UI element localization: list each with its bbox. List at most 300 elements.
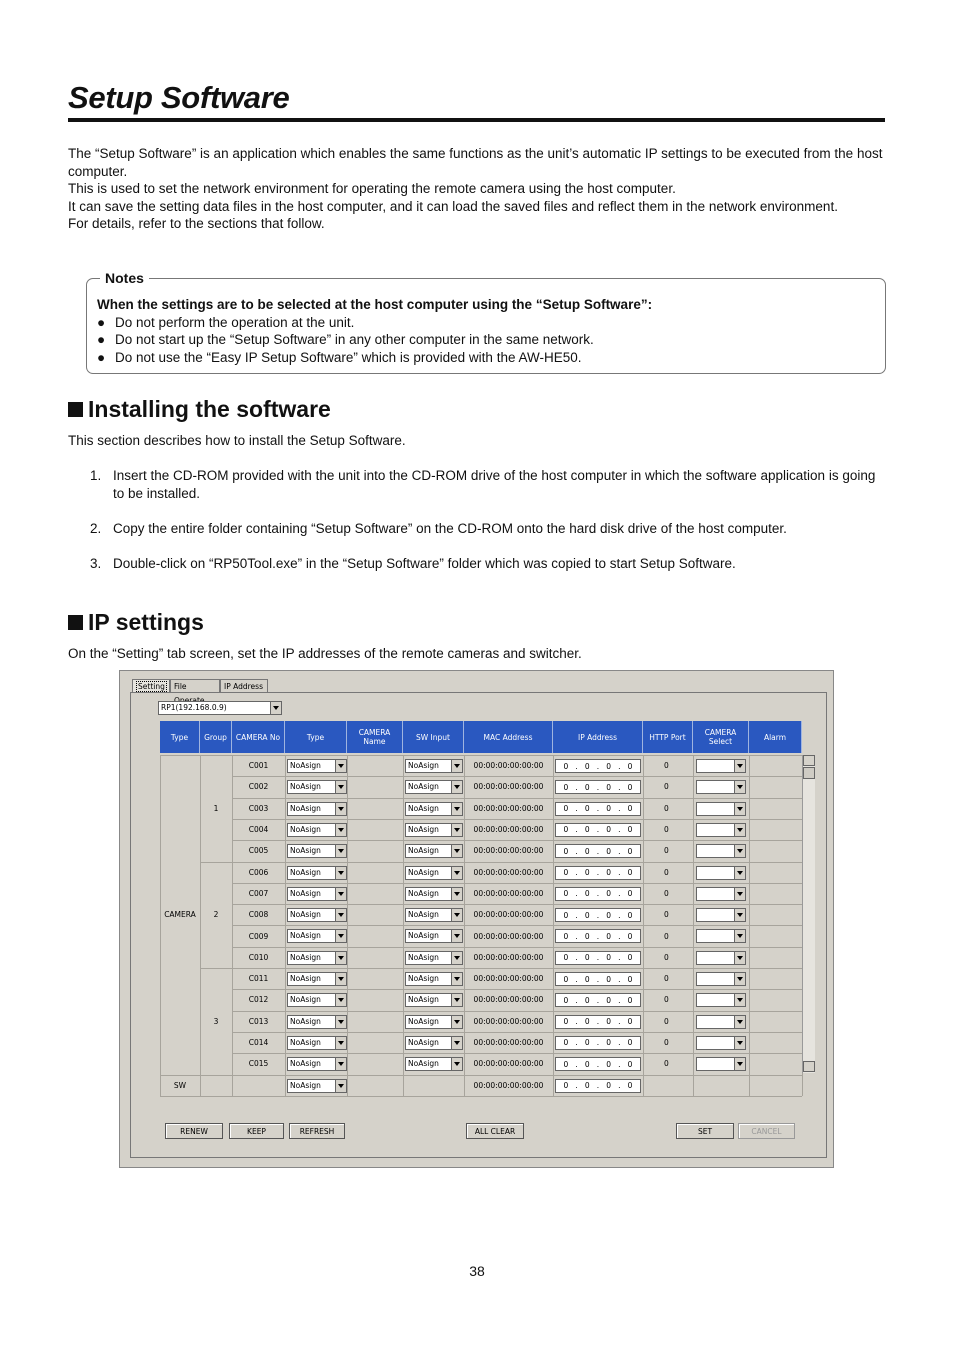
ip-address-input[interactable] (555, 951, 641, 965)
camera-type-select[interactable] (287, 866, 347, 880)
http-port: 0 (664, 931, 669, 941)
ip-octet: 0 (627, 953, 633, 963)
install-description: This section describes how to install the Setup Software. (68, 433, 406, 448)
camera-select[interactable] (696, 1036, 746, 1050)
ip-octet: 0 (563, 1059, 569, 1069)
ip-dot: . (618, 1038, 621, 1048)
camera-type-select[interactable] (287, 1036, 347, 1050)
tab-ip-address[interactable]: IP Address (220, 679, 268, 693)
chevron-down-icon (451, 867, 462, 879)
ip-dot: . (575, 782, 578, 792)
column-header: CAMERA No (232, 721, 285, 753)
ip-octet: 0 (563, 825, 569, 835)
http-port: 0 (664, 825, 669, 835)
ip-octet: 0 (627, 995, 633, 1005)
rp-select[interactable]: RP1(192.168.0.9) (158, 701, 282, 715)
ip-octet: 0 (584, 1081, 590, 1090)
chevron-down-icon (451, 760, 462, 772)
chevron-down-icon (335, 824, 346, 836)
ip-address-input[interactable] (555, 1036, 641, 1050)
ip-dot: . (575, 931, 578, 941)
ip-octet: 0 (584, 953, 590, 963)
ip-address-input[interactable] (555, 780, 641, 794)
bullet-icon: ● (97, 315, 106, 330)
set-button[interactable]: SET (676, 1123, 734, 1139)
camera-type-select[interactable] (287, 929, 347, 943)
ip-octet: 0 (627, 889, 633, 899)
ip-dot: . (618, 1017, 621, 1027)
ip-octet: 0 (584, 910, 590, 920)
camera-select[interactable] (696, 887, 746, 901)
ip-address-input[interactable] (555, 1057, 641, 1071)
ip-octet: 0 (627, 1081, 633, 1090)
camera-type-select[interactable] (287, 972, 347, 986)
ip-octet: 0 (606, 804, 612, 814)
group-label: 3 (213, 1016, 219, 1026)
tab-file-operate[interactable]: File (170, 679, 220, 693)
chevron-down-icon (335, 781, 346, 793)
mac-address: 00:00:00:00:00:00 (473, 974, 544, 984)
ip-octet: 0 (606, 931, 612, 941)
camera-select[interactable] (696, 780, 746, 794)
section-heading-ip: IP settings (68, 609, 204, 636)
chevron-down-icon (451, 824, 462, 836)
chevron-down-icon (451, 1058, 462, 1070)
chevron-down-icon (734, 952, 745, 964)
ip-octet: 0 (606, 761, 612, 771)
chevron-down-icon (734, 824, 745, 836)
ip-dot: . (618, 868, 621, 877)
chevron-down-icon (451, 803, 462, 815)
ip-dot: . (575, 1059, 578, 1069)
camera-select[interactable] (696, 1057, 746, 1071)
ip-octet: 0 (584, 825, 590, 835)
ip-octet: 0 (627, 974, 633, 984)
http-port: 0 (664, 910, 669, 920)
refresh-button[interactable]: REFRESH (289, 1123, 345, 1139)
chevron-down-icon (451, 930, 462, 942)
ip-octet: 0 (584, 846, 590, 856)
grid-line (160, 1096, 802, 1097)
ip-octet: 0 (563, 953, 569, 963)
title-rule (68, 118, 885, 122)
page-number: 38 (469, 1263, 485, 1279)
chevron-down-icon (451, 1016, 462, 1028)
ip-dot: . (618, 782, 621, 792)
camera-type-select-value: NoAsign (290, 824, 321, 834)
column-header: MAC Address (464, 721, 553, 753)
ip-address-input[interactable] (555, 908, 641, 922)
sw-input-select[interactable] (405, 972, 463, 986)
ip-octet: 0 (627, 1038, 633, 1048)
chevron-down-icon (335, 803, 346, 815)
ip-dot: . (575, 761, 578, 771)
mac-address: 00:00:00:00:00:00 (473, 761, 544, 771)
chevron-down-icon (335, 888, 346, 900)
column-header: IP Address (553, 721, 643, 753)
mac-address: 00:00:00:00:00:00 (473, 995, 544, 1005)
mac-address: 00:00:00:00:00:00 (473, 846, 544, 856)
sw-input-select-value: NoAsign (408, 910, 439, 920)
ip-octet: 0 (627, 782, 633, 792)
ip-dot: . (575, 889, 578, 899)
chevron-down-icon (335, 1058, 346, 1070)
camera-no: C007 (248, 888, 269, 898)
chevron-down-icon (451, 909, 462, 921)
camera-type-select[interactable] (287, 802, 347, 816)
camera-type-select-value: NoAsign (290, 995, 321, 1005)
chevron-down-icon (335, 930, 346, 942)
chevron-down-icon (734, 909, 745, 921)
sw-input-select[interactable] (405, 1036, 463, 1050)
sw-input-select-value: NoAsign (408, 888, 439, 898)
ip-dot: . (618, 1059, 621, 1069)
ip-dot: . (575, 804, 578, 814)
sw-input-select[interactable] (405, 866, 463, 880)
ip-octet: 0 (584, 995, 590, 1005)
ip-address-input[interactable] (555, 844, 641, 858)
ip-octet: 0 (627, 761, 633, 771)
square-bullet-icon (68, 402, 83, 417)
ip-dot: . (575, 1038, 578, 1048)
sw-type-select[interactable] (287, 1079, 347, 1093)
ip-dot: . (596, 761, 600, 771)
chevron-down-icon (734, 803, 745, 815)
sw-input-select-value: NoAsign (408, 803, 439, 813)
camera-type-select-value: NoAsign (290, 846, 321, 856)
ip-dot: . (618, 846, 621, 856)
ip-octet: 0 (563, 974, 569, 984)
note-item: ● Do not start up the “Setup Software” in any other computer in the same network. (97, 332, 594, 347)
install-step: 2. Copy the entire folder containing “Setup Software” on the CD-ROM onto the hard disk drive of the host computer. (90, 521, 787, 536)
http-port: 0 (664, 803, 669, 813)
chevron-down-icon (335, 1080, 346, 1092)
sw-input-select[interactable] (405, 844, 463, 858)
camera-type-select[interactable] (287, 844, 347, 858)
sw-input-select[interactable] (405, 1015, 463, 1029)
camera-type-select-value: NoAsign (290, 782, 321, 792)
mac-address: 00:00:00:00:00:00 (473, 888, 544, 898)
sw-input-select[interactable] (405, 759, 463, 773)
ip-dot: . (618, 995, 621, 1005)
http-port: 0 (664, 867, 669, 877)
chevron-down-icon (335, 760, 346, 772)
sw-input-select-value: NoAsign (408, 931, 439, 941)
ip-dot: . (596, 889, 600, 899)
camera-type-select-value: NoAsign (290, 1059, 321, 1069)
ip-octet: 0 (606, 1059, 612, 1069)
mac-address: 00:00:00:00:00:00 (473, 782, 544, 792)
intro-line: It can save the setting data files in the host computer, and it can load the saved files and reflect them in the network environment. (68, 198, 838, 214)
ip-dot: . (575, 846, 578, 856)
intro-line: This is used to set the network environment for operating the remote camera using the host computer. (68, 181, 676, 197)
camera-select[interactable] (696, 759, 746, 773)
ip-address-input[interactable] (555, 887, 641, 901)
ip-octet: 0 (584, 782, 590, 792)
http-port: 0 (664, 1038, 669, 1048)
http-port: 0 (664, 995, 669, 1005)
camera-select[interactable] (696, 993, 746, 1007)
http-port: 0 (664, 782, 669, 792)
http-port: 0 (664, 761, 669, 771)
chevron-down-icon (335, 994, 346, 1006)
ip-dot: . (575, 910, 578, 920)
chevron-down-icon (335, 952, 346, 964)
ip-address-input[interactable] (555, 823, 641, 837)
sw-input-select[interactable] (405, 780, 463, 794)
camera-select[interactable] (696, 866, 746, 880)
sw-input-select[interactable] (405, 887, 463, 901)
ip-dot: . (618, 974, 621, 984)
ip-octet: 0 (606, 910, 612, 920)
ip-octet: 0 (584, 974, 590, 984)
ip-octet: 0 (627, 931, 633, 941)
camera-select[interactable] (696, 823, 746, 837)
keep-button[interactable]: KEEP (229, 1123, 284, 1139)
camera-no: C002 (248, 782, 269, 792)
chevron-down-icon (451, 952, 462, 964)
type-sw-label: SW (173, 1080, 187, 1090)
chevron-down-icon (451, 973, 462, 985)
ip-octet: 0 (563, 846, 569, 856)
camera-type-select[interactable] (287, 1057, 347, 1071)
ip-dot: . (596, 825, 600, 835)
camera-no: C004 (248, 825, 269, 835)
all-clear-button[interactable]: ALL CLEAR (466, 1123, 524, 1139)
camera-type-select[interactable] (287, 951, 347, 965)
camera-type-select-value: NoAsign (290, 867, 321, 877)
column-header: SW Input (403, 721, 464, 753)
chevron-down-icon (734, 1016, 745, 1028)
ip-dot: . (618, 761, 621, 771)
sw-input-select[interactable] (405, 908, 463, 922)
camera-select[interactable] (696, 908, 746, 922)
ip-octet: 0 (606, 1081, 612, 1090)
column-header: Group (200, 721, 232, 753)
camera-type-select[interactable] (287, 759, 347, 773)
camera-no: C014 (248, 1038, 269, 1048)
camera-no: C011 (248, 974, 269, 984)
ip-address-input[interactable] (555, 1079, 641, 1093)
chevron-down-icon (734, 760, 745, 772)
mac-address: 00:00:00:00:00:00 (473, 952, 544, 962)
chevron-down-icon (734, 888, 745, 900)
ip-octet: 0 (584, 761, 590, 771)
ip-description: On the “Setting” tab screen, set the IP addresses of the remote cameras and switcher. (68, 646, 582, 661)
chevron-down-icon (335, 1016, 346, 1028)
tab-setting[interactable]: Setting (132, 679, 170, 693)
scroll-thumb[interactable] (803, 767, 815, 779)
ip-dot: . (618, 825, 621, 835)
camera-type-select-value: NoAsign (290, 952, 321, 962)
camera-select[interactable] (696, 1015, 746, 1029)
ip-address-input[interactable] (555, 972, 641, 986)
ip-address-input[interactable] (555, 866, 641, 880)
sw-input-select[interactable] (405, 823, 463, 837)
sw-input-select-value: NoAsign (408, 1037, 439, 1047)
mac-address: 00:00:00:00:00:00 (473, 867, 544, 877)
ip-dot: . (596, 953, 600, 963)
chevron-down-icon (335, 909, 346, 921)
sw-input-select-value: NoAsign (408, 952, 439, 962)
camera-no: C008 (248, 910, 269, 920)
note-item: ● Do not perform the operation at the unit. (97, 315, 355, 330)
column-header: HTTP Port (643, 721, 693, 753)
sw-input-select[interactable] (405, 929, 463, 943)
ip-octet: 0 (584, 1059, 590, 1069)
chevron-down-icon (451, 888, 462, 900)
sw-input-select-value: NoAsign (408, 995, 439, 1005)
notes-label: Notes (100, 270, 149, 286)
ip-dot: . (596, 868, 600, 877)
sw-input-select-value: NoAsign (408, 1059, 439, 1069)
camera-type-select-value: NoAsign (290, 803, 321, 813)
scroll-up-icon[interactable] (803, 755, 815, 766)
ip-octet: 0 (627, 1017, 633, 1027)
ip-octet: 0 (606, 889, 612, 899)
chevron-down-icon (451, 845, 462, 857)
ip-octet: 0 (606, 974, 612, 984)
chevron-down-icon (734, 973, 745, 985)
mac-address: 00:00:00:00:00:00 (473, 910, 544, 920)
ip-dot: . (618, 889, 621, 899)
ip-dot: . (596, 782, 600, 792)
ip-octet: 0 (563, 931, 569, 941)
sw-input-select[interactable] (405, 1057, 463, 1071)
ip-octet: 0 (563, 1081, 569, 1090)
ip-dot: . (575, 1017, 578, 1027)
camera-type-select-value: NoAsign (290, 931, 321, 941)
group-label: 2 (213, 910, 219, 920)
sw-input-select[interactable] (405, 951, 463, 965)
http-port: 0 (664, 952, 669, 962)
camera-select[interactable] (696, 844, 746, 858)
ip-octet: 0 (584, 1038, 590, 1048)
renew-button[interactable]: RENEW (165, 1123, 223, 1139)
camera-type-select-value: NoAsign (290, 974, 321, 983)
ip-dot: . (618, 1081, 621, 1090)
notes-lead: When the settings are to be selected at the host computer using the “Setup Software”: (97, 297, 653, 312)
camera-type-select[interactable] (287, 993, 347, 1007)
cancel-button[interactable]: CANCEL (738, 1123, 795, 1139)
camera-select[interactable] (696, 929, 746, 943)
ip-octet: 0 (606, 868, 612, 877)
ip-dot: . (596, 910, 600, 920)
camera-type-select[interactable] (287, 1015, 347, 1029)
ip-octet: 0 (584, 1017, 590, 1027)
camera-no: C005 (248, 846, 269, 856)
ip-octet: 0 (606, 846, 612, 856)
ip-address-input[interactable] (555, 759, 641, 773)
ip-octet: 0 (606, 782, 612, 792)
sw-input-select-value: NoAsign (408, 846, 439, 856)
mac-address: 00:00:00:00:00:00 (473, 825, 544, 835)
camera-no: C012 (248, 995, 269, 1005)
ip-dot: . (575, 974, 578, 984)
camera-type-select[interactable] (287, 823, 347, 837)
mac-address: 00:00:00:00:00:00 (473, 1059, 544, 1069)
ip-octet: 0 (606, 953, 612, 963)
scroll-down-icon[interactable] (803, 1061, 815, 1072)
camera-select[interactable] (696, 802, 746, 816)
camera-type-select[interactable] (287, 780, 347, 794)
mac-address: 00:00:00:00:00:00 (473, 803, 544, 813)
sw-input-select-value: NoAsign (408, 761, 439, 770)
column-header: Type (285, 721, 347, 753)
ip-octet: 0 (606, 1017, 612, 1027)
table-scrollbar[interactable] (802, 755, 815, 1073)
intro-line: For details, refer to the sections that follow. (68, 216, 325, 232)
ip-octet: 0 (627, 846, 633, 856)
ip-address-input[interactable] (555, 1015, 641, 1029)
ip-dot: . (596, 846, 600, 856)
ip-address-input[interactable] (555, 929, 641, 943)
mac-address: 00:00:00:00:00:00 (473, 1038, 544, 1048)
sw-input-select-value: NoAsign (408, 824, 439, 834)
ip-dot: . (575, 995, 578, 1005)
sw-input-select[interactable] (405, 993, 463, 1007)
ip-octet: 0 (606, 995, 612, 1005)
ip-octet: 0 (563, 1017, 569, 1027)
ip-address-input[interactable] (555, 993, 641, 1007)
type-camera-label: CAMERA (164, 910, 196, 920)
ip-dot: . (618, 804, 621, 814)
http-port: 0 (664, 1016, 669, 1026)
column-header: Type (160, 721, 200, 753)
camera-select[interactable] (696, 972, 746, 986)
ip-octet: 0 (563, 995, 569, 1005)
sw-input-select-value: NoAsign (408, 867, 439, 877)
ip-octet: 0 (606, 825, 612, 835)
intro-paragraph (68, 145, 888, 233)
camera-no: C003 (248, 803, 269, 813)
camera-type-select-value: NoAsign (290, 888, 321, 898)
chevron-down-icon (734, 845, 745, 857)
ip-octet: 0 (563, 804, 569, 814)
sw-input-select-value: NoAsign (408, 782, 439, 792)
ip-dot: . (575, 825, 578, 835)
camera-select[interactable] (696, 951, 746, 965)
camera-no: C015 (248, 1059, 269, 1069)
ip-octet: 0 (627, 868, 633, 877)
setup-software-window (119, 670, 834, 1168)
chevron-down-icon (451, 1037, 462, 1049)
ip-octet: 0 (584, 889, 590, 899)
chevron-down-icon (734, 930, 745, 942)
camera-type-select[interactable] (287, 887, 347, 901)
ip-octet: 0 (627, 910, 633, 920)
sw-input-select[interactable] (405, 802, 463, 816)
ip-address-input[interactable] (555, 802, 641, 816)
mac-address: 00:00:00:00:00:00 (473, 931, 544, 941)
camera-type-select-value: NoAsign (290, 910, 321, 920)
http-port: 0 (664, 1059, 669, 1069)
chevron-down-icon (335, 867, 346, 879)
group-label: 1 (213, 803, 219, 813)
ip-dot: . (596, 974, 600, 984)
chevron-down-icon (451, 994, 462, 1006)
chevron-down-icon (734, 1037, 745, 1049)
ip-dot: . (596, 1038, 600, 1048)
http-port: 0 (664, 974, 669, 984)
ip-octet: 0 (563, 1038, 569, 1048)
column-header: Alarm (749, 721, 802, 753)
camera-type-select-value: NoAsign (290, 761, 321, 770)
bullet-icon: ● (97, 350, 106, 365)
camera-type-select[interactable] (287, 908, 347, 922)
ip-dot: . (596, 931, 600, 941)
ip-dot: . (596, 804, 600, 814)
